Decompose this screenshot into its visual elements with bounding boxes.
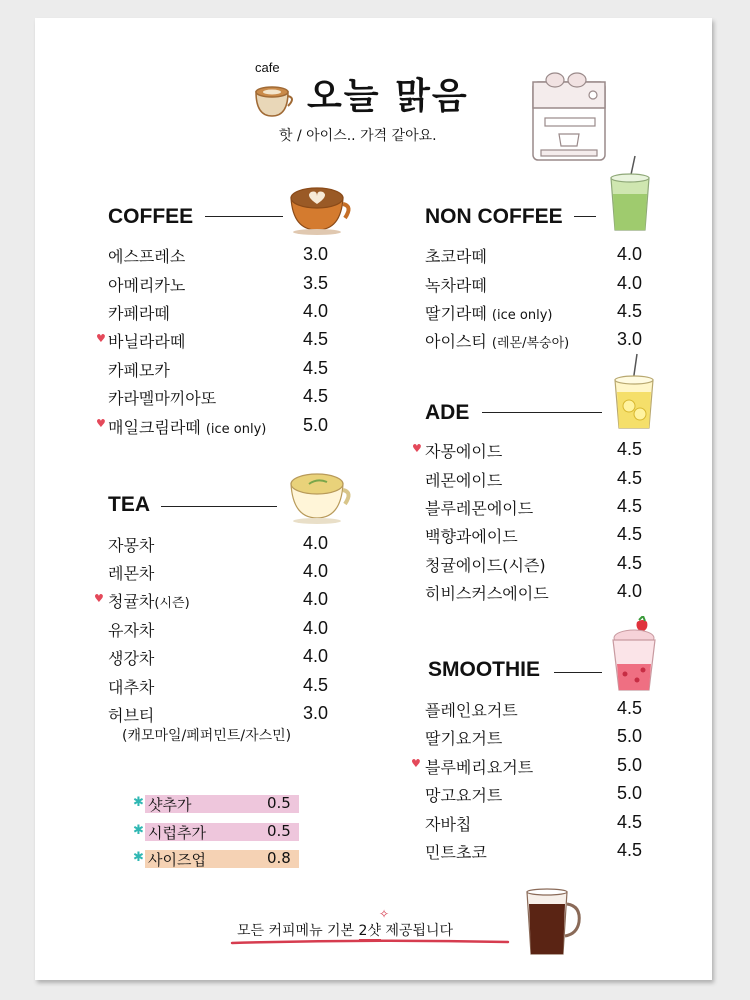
menu-item: 대추차 bbox=[108, 678, 155, 697]
heart-icon: ♥ bbox=[96, 417, 106, 430]
section-title-ade: ADE bbox=[425, 401, 470, 424]
menu-item: 자몽에이드 bbox=[425, 442, 503, 461]
extra-item: 시럽추가 bbox=[148, 824, 206, 842]
menu-item: 블루레몬에이드 bbox=[425, 499, 534, 518]
heart-icon: ♥ bbox=[96, 332, 106, 345]
menu-item: 망고요거트 bbox=[425, 786, 503, 805]
iced-coffee-icon bbox=[523, 884, 585, 958]
menu-price: 5.0 bbox=[617, 755, 643, 775]
strawberry-smoothie-icon bbox=[607, 616, 661, 694]
menu-item: 아이스티 (레몬/복숭아) bbox=[425, 332, 570, 351]
star-icon: ✱ bbox=[133, 850, 144, 865]
star-icon: ✱ bbox=[133, 823, 144, 838]
divider bbox=[161, 506, 277, 507]
menu-item: 허브티 bbox=[108, 706, 155, 725]
menu-item: 카페라떼 bbox=[108, 304, 170, 323]
heart-icon: ♥ bbox=[411, 757, 421, 770]
menu-price: 4.5 bbox=[617, 840, 643, 860]
menu-item: 딸기라떼 (ice only) bbox=[425, 304, 553, 323]
menu-price: 4.5 bbox=[617, 553, 643, 573]
footer-note: 모든 커피메뉴 기본 2샷 제공됩니다 bbox=[237, 923, 454, 939]
cafe-cup-icon bbox=[250, 78, 298, 120]
menu-item: 자바칩 bbox=[425, 815, 472, 834]
menu-price: 4.0 bbox=[617, 273, 643, 293]
heart-icon: ♥ bbox=[94, 592, 104, 605]
divider bbox=[574, 216, 596, 217]
star-icon: ✱ bbox=[133, 795, 144, 810]
menu-item: 생강차 bbox=[108, 649, 155, 668]
menu-item: 히비스커스에이드 bbox=[425, 584, 549, 603]
menu-price: 4.0 bbox=[303, 618, 329, 638]
section-title-coffee: COFFEE bbox=[108, 205, 194, 228]
footer-underline bbox=[230, 938, 510, 948]
menu-item: 청귤에이드(시즌) bbox=[425, 556, 546, 575]
menu-price: 4.5 bbox=[617, 524, 643, 544]
menu-price: 4.0 bbox=[303, 561, 329, 581]
section-title-non-coffee: NON COFFEE bbox=[425, 205, 563, 228]
menu-item: 카페모카 bbox=[108, 361, 170, 380]
menu-item: 초코라떼 bbox=[425, 247, 487, 266]
extra-price: 0.8 bbox=[267, 849, 291, 867]
menu-price: 4.5 bbox=[303, 386, 329, 406]
menu-item: 에스프레소 bbox=[108, 247, 186, 266]
tea-cup-icon bbox=[287, 470, 355, 526]
menu-board bbox=[35, 18, 712, 980]
menu-item: 아메리카노 bbox=[108, 276, 186, 295]
menu-price: 3.0 bbox=[303, 703, 329, 723]
menu-item: 청귤차(시즌) bbox=[108, 592, 190, 611]
section-title-tea: TEA bbox=[108, 493, 150, 516]
menu-price: 5.0 bbox=[303, 415, 329, 435]
menu-price: 4.0 bbox=[303, 533, 329, 553]
lemonade-icon bbox=[609, 352, 659, 432]
section-title-smoothie: SMOOTHIE bbox=[428, 658, 541, 681]
menu-price: 4.5 bbox=[303, 329, 329, 349]
menu-item: 매일크림라떼 (ice only) bbox=[108, 418, 267, 437]
espresso-machine-icon bbox=[525, 62, 613, 166]
menu-item: 녹차라떼 bbox=[425, 276, 487, 295]
menu-item: 블루베리요거트 bbox=[425, 758, 534, 777]
sparkle-icon: ✧ bbox=[379, 907, 390, 921]
menu-price: 4.0 bbox=[303, 589, 329, 609]
menu-price: 4.0 bbox=[617, 244, 643, 264]
menu-item-note: (캐모마일/페퍼민트/자스민) bbox=[122, 728, 292, 744]
divider bbox=[205, 216, 283, 217]
menu-item: 레몬에이드 bbox=[425, 471, 503, 490]
menu-item: 플레인요거트 bbox=[425, 701, 518, 720]
menu-price: 3.5 bbox=[303, 273, 329, 293]
menu-item: 백향과에이드 bbox=[425, 527, 518, 546]
extra-item: 샷추가 bbox=[148, 796, 192, 814]
menu-price: 4.5 bbox=[617, 468, 643, 488]
menu-price: 4.5 bbox=[617, 812, 643, 832]
menu-item: 민트초코 bbox=[425, 843, 487, 862]
heart-icon: ♥ bbox=[412, 442, 422, 455]
menu-price: 4.0 bbox=[303, 646, 329, 666]
menu-price: 3.0 bbox=[617, 329, 643, 349]
page-subtitle: 핫 / 아이스.. 가격 같아요. bbox=[279, 128, 437, 144]
divider bbox=[482, 412, 602, 413]
menu-price: 4.5 bbox=[617, 496, 643, 516]
extra-price: 0.5 bbox=[267, 794, 291, 812]
menu-price: 4.0 bbox=[617, 581, 643, 601]
menu-item: 레몬차 bbox=[108, 564, 155, 583]
extra-item: 사이즈업 bbox=[148, 851, 206, 869]
divider bbox=[554, 672, 602, 673]
menu-item: 자몽차 bbox=[108, 536, 155, 555]
menu-price: 4.0 bbox=[303, 301, 329, 321]
menu-price: 4.5 bbox=[617, 439, 643, 459]
menu-price: 4.5 bbox=[617, 301, 643, 321]
menu-price: 3.0 bbox=[303, 244, 329, 264]
cafe-label: cafe bbox=[255, 60, 280, 75]
menu-item: 바닐라라떼 bbox=[108, 332, 186, 351]
matcha-drink-icon bbox=[605, 154, 655, 234]
latte-cup-icon bbox=[287, 184, 355, 236]
menu-price: 5.0 bbox=[617, 783, 643, 803]
menu-item: 딸기요거트 bbox=[425, 729, 503, 748]
menu-price: 4.5 bbox=[303, 675, 329, 695]
menu-price: 5.0 bbox=[617, 726, 643, 746]
menu-price: 4.5 bbox=[303, 358, 329, 378]
menu-item: 유자차 bbox=[108, 621, 155, 640]
page-title: 오늘 맑음 bbox=[307, 76, 469, 117]
menu-item: 카라멜마끼아또 bbox=[108, 389, 217, 408]
extra-price: 0.5 bbox=[267, 822, 291, 840]
menu-price: 4.5 bbox=[617, 698, 643, 718]
